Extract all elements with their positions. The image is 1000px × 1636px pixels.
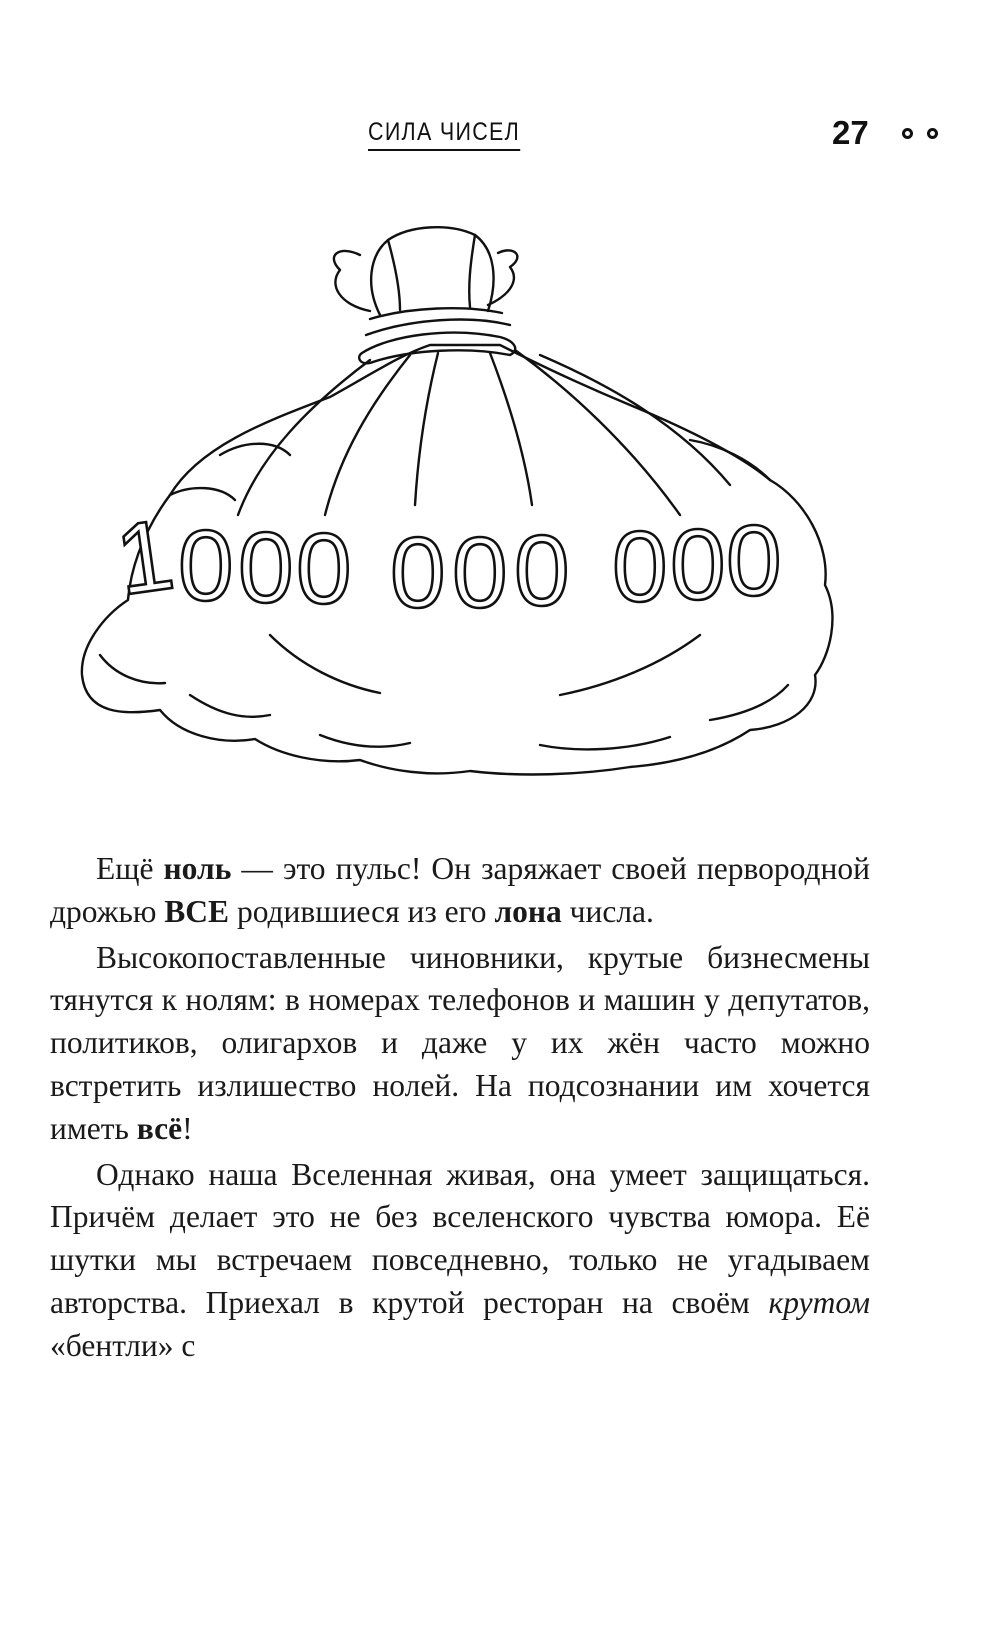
decorative-dot-icon — [902, 128, 913, 139]
bag-digits — [109, 498, 781, 629]
digit-zero: 0 — [726, 505, 782, 617]
text-run: «бентли» с — [50, 1327, 196, 1363]
emphasis-bold: всё — [136, 1110, 183, 1146]
text-run: ! — [182, 1110, 193, 1146]
page-number-dots — [902, 126, 952, 144]
emphasis-bold: лона — [494, 893, 562, 929]
text-run: — это пульс! Он заряжает своей первородной дрожью — [50, 851, 870, 929]
text-run: Однако наша Вселенная живая, она умеет защищаться. Причём делает это не без вселенского чувства юмора. Её шутки мы встречаем повседневно, только не угадываем авторства. Приехал в крутой ресторан на своём — [50, 1156, 870, 1320]
digit-zero: 0 — [514, 515, 570, 627]
digit-zero: 0 — [296, 513, 352, 625]
page-number: 27 — [832, 114, 869, 151]
digit-zero: 0 — [390, 517, 446, 629]
text-run: Высокопоставленные чиновники, крутые бизнесмены тянутся к нолям: в номерах телефонов и машин у депутатов, политиков, олигархов и даже у их жён часто можно встретить излишество нолей. На подсознании им хочется иметь — [50, 939, 870, 1146]
money-bag-illustration — [70, 215, 850, 795]
digit-zero: 0 — [612, 511, 668, 623]
digit-zero: 0 — [452, 517, 508, 629]
decorative-dot-icon — [927, 128, 938, 139]
paragraph — [50, 937, 870, 1151]
emphasis-bold: ВСЕ — [164, 893, 230, 929]
digit-zero: 0 — [238, 512, 294, 624]
emphasis-italic: крутом — [768, 1284, 870, 1320]
digit-zero: 0 — [670, 509, 726, 621]
text-run: Ещё — [96, 851, 164, 886]
page-header — [0, 0, 1000, 180]
emphasis-bold: ноль — [163, 851, 232, 886]
digit-zero: 0 — [178, 510, 234, 622]
paragraph — [50, 848, 870, 934]
text-run: числа. — [561, 893, 654, 929]
paragraph — [50, 1154, 870, 1368]
body-text — [50, 848, 870, 1371]
running-title: СИЛА ЧИСЕЛ — [368, 118, 520, 151]
digit-one: 1 — [109, 498, 181, 617]
text-run: родившиеся из его — [229, 893, 495, 929]
